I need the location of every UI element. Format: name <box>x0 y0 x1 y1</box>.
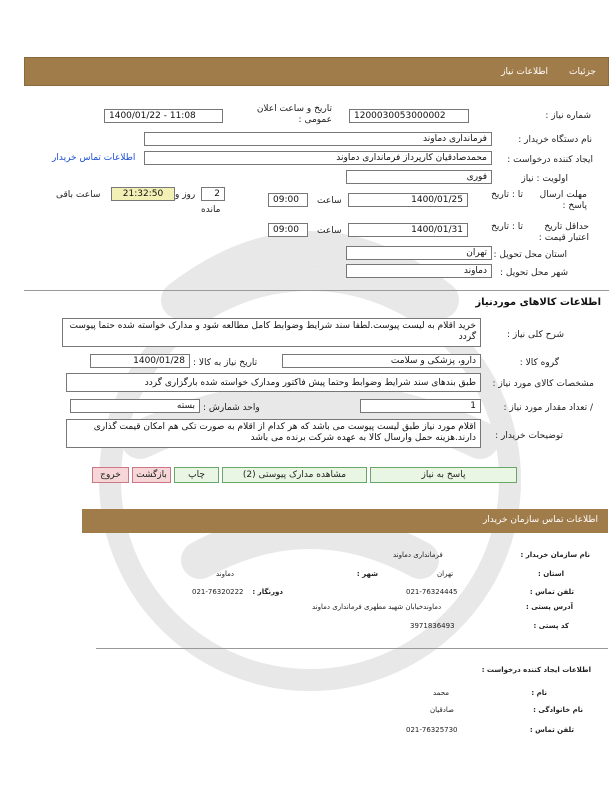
reply-button[interactable]: پاسخ به نیاز <box>370 467 517 483</box>
creator-phone-value: 021-76325730 <box>406 726 458 734</box>
back-button[interactable]: بازگشت <box>132 467 171 483</box>
need-number-field: 1200030053000002 <box>349 109 469 123</box>
creator-field: محمدصادقیان کارپرداز فرمانداری دماوند <box>144 151 492 165</box>
qty-label: / تعداد مقدار مورد نیاز : <box>503 403 593 413</box>
postal-label: کد پستی : <box>533 622 569 630</box>
address-value: دماوندخیابان شهید مطهری فرمانداری دماوند <box>312 603 442 611</box>
validity-date-field: 1400/01/31 <box>348 223 468 237</box>
divider <box>24 290 609 291</box>
spec-label: مشخصات کالای مورد نیاز : <box>492 379 594 389</box>
buyer-label: نام دستگاه خریدار : <box>518 135 592 145</box>
creator-label: ایجاد کننده درخواست : <box>507 155 593 165</box>
need-date-label: تاریخ نیاز به کالا : <box>193 358 258 368</box>
phone-label: تلفن تماس : <box>529 588 574 596</box>
org-label: نام سازمان خریدار : <box>520 551 590 559</box>
deadline-label: مهلت ارسال پاسخ : <box>539 190 587 211</box>
exit-button[interactable]: خروج <box>92 467 129 483</box>
announce-field: 1400/01/22 - 11:08 <box>104 109 223 123</box>
group-field: دارو، پزشکی و سلامت <box>282 354 481 368</box>
min-validity-label: حداقل تاریخ اعتبار قیمت : <box>538 222 589 243</box>
buyer-notes-label: توضیحات خریدار : <box>495 431 563 441</box>
validity-time-field: 09:00 <box>268 223 308 237</box>
countdown-label: ساعت باقی <box>56 190 101 200</box>
deadline-date-field: 1400/01/25 <box>348 193 468 207</box>
fax-value: 021-76320222 <box>192 588 244 596</box>
contact-city-label: شهر : <box>356 570 378 578</box>
validity-time-label: ساعت <box>317 226 342 236</box>
priority-field: فوری <box>346 170 492 184</box>
spec-field: طبق بندهای سند شرایط وضوابط وحتما پیش فاکتور ومدارک خواسته شده بارگزاری گردد <box>66 373 481 392</box>
creator-phone-label: تلفن تماس : <box>529 726 574 734</box>
creator-title: اطلاعات ایجاد کننده درخواست : <box>481 666 591 674</box>
print-button[interactable]: چاپ <box>174 467 219 483</box>
family-label: نام خانوادگی : <box>533 706 583 714</box>
name-label: نام : <box>531 689 547 697</box>
countdown-field: 21:32:50 <box>111 187 175 201</box>
day-label: روز و <box>175 190 196 200</box>
need-date-field: 1400/01/28 <box>90 354 190 368</box>
address-label: آدرس پستی : <box>525 603 573 611</box>
contact-province-label: استان : <box>538 570 564 578</box>
buyer-notes-field: اقلام مورد نیاز طبق لیست پیوست می باشد که هر کدام از اقلام به صورت تکی هم امکان قیمت گذاری دارند.هزینه حمل وارسال کالا به عهده شرکت برنده می باشد <box>66 419 481 448</box>
fax-label: دورنگار : <box>252 588 283 596</box>
contact-province-value: تهران <box>437 570 454 578</box>
qty-field: 1 <box>360 399 481 413</box>
buyer-contact-link[interactable]: اطلاعات تماس خریدار <box>52 153 136 163</box>
province-label: استان محل تحویل : <box>493 250 567 260</box>
family-value: صادقیان <box>430 706 454 714</box>
tab-details[interactable]: جزئیات <box>569 67 596 77</box>
goods-section-title: اطلاعات کالاهای موردنیاز <box>475 297 601 308</box>
desc-field: خرید اقلام به لیست پیوست.لطفا سند شرایط وضوابط کامل مطالعه شود و مدارک خواسته شده حتما پیوست گردد <box>62 318 481 347</box>
days-left-field: 2 <box>201 187 225 201</box>
postal-value: 3971836493 <box>410 622 455 630</box>
province-field: تهران <box>346 246 492 260</box>
group-label: گروه کالا : <box>519 358 559 368</box>
name-value: محمد <box>433 689 449 697</box>
need-number-label: شماره نیاز : <box>545 111 591 121</box>
deadline-time-label: ساعت <box>317 196 342 206</box>
desc-label: شرح کلی نیاز : <box>506 330 564 340</box>
contact-bar <box>82 509 608 533</box>
tab-need-info[interactable]: اطلاعات نیاز <box>501 67 548 77</box>
phone-value: 021-76324445 <box>406 588 458 596</box>
city-field: دماوند <box>346 264 492 278</box>
header-bar <box>24 57 609 86</box>
deadline-until-label: تا : تاریخ <box>491 190 523 200</box>
validity-until-label: تا : تاریخ <box>491 222 523 232</box>
deadline-time-field: 09:00 <box>268 193 308 207</box>
city-label: شهر محل تحویل : <box>499 268 568 278</box>
attachments-button[interactable]: مشاهده مدارک پیوستی (2) <box>222 467 367 483</box>
announce-label: تاریخ و ساعت اعلان عمومی : <box>256 104 332 125</box>
contact-bar-title: اطلاعات تماس سازمان خریدار <box>482 515 598 525</box>
org-value: فرمانداری دماوند <box>393 551 443 559</box>
priority-label: اولویت : نیاز <box>521 174 568 184</box>
divider <box>96 648 608 649</box>
contact-city-value: دماوند <box>216 570 235 578</box>
remaining-label: مانده <box>201 205 221 215</box>
buyer-field: فرمانداری دماوند <box>144 132 492 146</box>
unit-label: واحد شمارش : <box>203 403 260 413</box>
unit-field: بسته <box>70 399 200 413</box>
